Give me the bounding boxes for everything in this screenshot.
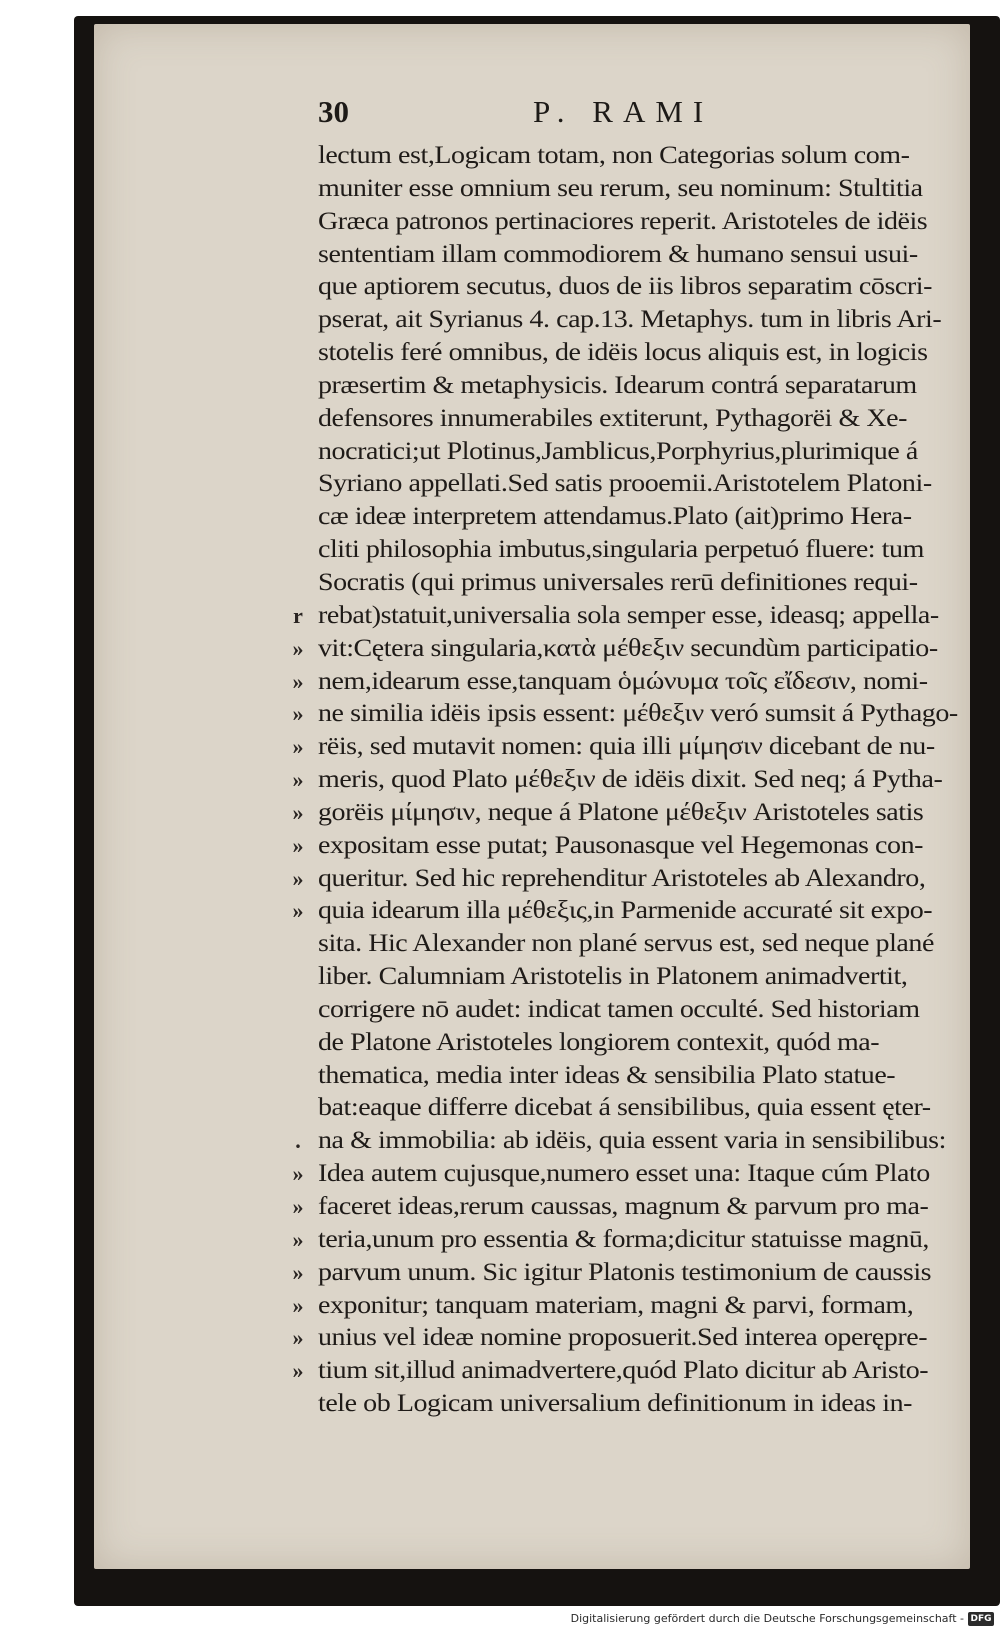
- text-line: [318, 1388, 968, 1421]
- text-line: [318, 600, 968, 633]
- margin-mark: »: [292, 734, 304, 760]
- text-line: [318, 797, 968, 830]
- text-line-content: expositam esse putat; Pausonasque vel Hegemonas con-: [318, 831, 924, 859]
- margin-mark: [284, 1552, 312, 1585]
- margin-mark: »: [292, 1226, 304, 1252]
- text-line-content: exponitur; tanquam materiam, magni & parvi, formam,: [318, 1291, 914, 1319]
- margin-mark: [284, 337, 312, 370]
- text-line: [318, 206, 968, 239]
- text-line: [318, 1027, 968, 1060]
- text-line-content: de Platone Aristoteles longiorem contexit, quód ma-: [318, 1028, 880, 1056]
- text-line-content: muniter esse omnium seu rerum, seu nominum: Stultitia: [318, 174, 923, 202]
- margin-mark: »: [292, 635, 304, 661]
- text-line-content: liber. Calumniam Aristotelis in Platonem animadvertit,: [318, 963, 908, 991]
- text-line-content: thematica, media inter ideas & sensibilia Plato statue-: [318, 1061, 896, 1089]
- text-line-content: rebat)statuit,universalia sola semper esse, ideasq; appella-: [318, 601, 939, 629]
- text-line-content: præsertim & metaphysicis. Idearum contrá separatarum: [318, 371, 917, 399]
- margin-mark: [284, 271, 312, 304]
- margin-mark: [284, 1421, 312, 1454]
- margin-mark: »: [292, 898, 304, 924]
- text-line-content: cæ ideæ interpretem attendamus.Plato (ait)primo Hera-: [318, 503, 912, 531]
- margin-mark: [284, 239, 312, 272]
- text-line-content: pserat, ait Syrianus 4. cap.13. Metaphys. tum in libris Ari-: [318, 306, 942, 334]
- margin-mark: [284, 1092, 312, 1125]
- text-line: [318, 698, 968, 731]
- text-line-content: sita. Hic Alexander non plané servus est, sed neque plané: [318, 930, 934, 958]
- text-line-content: vit:Cętera singularia,κατὰ μέθεξιν secundùm participatio-: [318, 634, 938, 662]
- margin-mark: [284, 436, 312, 469]
- text-line-content: bat:eaque differre dicebat á sensibilibus, quia essent ęter-: [318, 1094, 931, 1122]
- text-line: [318, 895, 968, 928]
- margin-mark: »: [292, 1259, 304, 1285]
- text-line: [318, 239, 968, 272]
- text-line: [318, 1224, 968, 1257]
- text-line: [318, 567, 968, 600]
- text-line: [318, 633, 968, 666]
- funding-credit: Digitalisierung gefördert durch die Deutsche Forschungsgemeinschaft -: [570, 1612, 964, 1625]
- text-line: [318, 1290, 968, 1323]
- margin-mark: [284, 173, 312, 206]
- text-line: [318, 830, 968, 863]
- text-line: [318, 1060, 968, 1093]
- text-line-content: defensores innumerabiles extiterunt, Pythagorëi & Xe-: [318, 404, 907, 432]
- text-line: [318, 1158, 968, 1191]
- text-line: [318, 863, 968, 896]
- running-title: P. RAMI: [533, 94, 714, 129]
- text-line-content: quia idearum illa μέθεξις,in Parmenide accuraté sit expo-: [318, 897, 933, 925]
- text-line-content: meris, quod Plato μέθεξιν de idëis dixit. Sed neq; á Pytha-: [318, 766, 943, 794]
- text-line: [318, 173, 968, 206]
- text-line: [318, 337, 968, 370]
- text-line-content: na & immobilia: ab idëis, quia essent varia in sensibilibus:: [318, 1127, 946, 1155]
- text-line-content: que aptiorem secutus, duos de iis libros separatim cōscri-: [318, 273, 932, 301]
- margin-mark: [284, 567, 312, 600]
- margin-mark: [284, 928, 312, 961]
- text-line-content: Syriano appellati.Sed satis prooemii.Aristotelem Platoni-: [318, 470, 932, 498]
- text-line: [318, 961, 968, 994]
- text-line-content: Socratis (qui primus universales rerū definitiones requi-: [318, 568, 918, 596]
- text-line-content: gorëis μίμησιν, neque á Platone μέθεξιν Aristoteles satis: [318, 798, 924, 826]
- text-line: [318, 468, 968, 501]
- text-line: [318, 304, 968, 337]
- text-line: [318, 994, 968, 1027]
- text-line: [318, 1125, 968, 1158]
- text-line: [318, 1191, 968, 1224]
- text-line-content: lectum est,Logicam totam, non Categorias solum com-: [318, 142, 910, 169]
- text-line: [318, 1322, 968, 1355]
- margin-mark: .: [295, 1128, 301, 1154]
- text-line: [318, 271, 968, 304]
- text-line-content: faceret ideas,rerum caussas, magnum & parvum pro ma-: [318, 1193, 929, 1220]
- page-header: [318, 94, 738, 138]
- body-text: [318, 140, 968, 1421]
- text-line: [318, 140, 968, 173]
- text-line: [318, 764, 968, 797]
- footer-bar: [0, 1611, 1000, 1629]
- margin-mark: »: [292, 668, 304, 694]
- margin-mark: [284, 468, 312, 501]
- text-line-content: parvum unum. Sic igitur Platonis testimonium de caussis: [318, 1258, 932, 1286]
- margin-mark: »: [292, 865, 304, 891]
- margin-quotation-marks: [284, 140, 312, 1585]
- text-line-content: cliti philosophia imbutus,singularia perpetuó fluere: tum: [318, 536, 924, 564]
- margin-mark: [284, 1060, 312, 1093]
- text-line: [318, 666, 968, 699]
- margin-mark: [284, 403, 312, 436]
- margin-mark: »: [292, 1358, 304, 1384]
- text-line: [318, 1355, 968, 1388]
- text-line: [318, 534, 968, 567]
- text-line: [318, 928, 968, 961]
- margin-mark: r: [293, 602, 303, 628]
- margin-mark: [284, 1454, 312, 1487]
- text-line: [318, 436, 968, 469]
- margin-mark: »: [292, 1194, 304, 1219]
- margin-mark: [284, 1487, 312, 1520]
- margin-mark: [284, 994, 312, 1027]
- text-line-content: nem,idearum esse,tanquam ὁμώνυμα τοῖς εἴδεσιν, nomi-: [318, 667, 928, 695]
- margin-mark: [284, 1519, 312, 1552]
- margin-mark: [284, 961, 312, 994]
- margin-mark: [284, 370, 312, 403]
- margin-mark: [284, 304, 312, 337]
- text-line-content: tele ob Logicam universalium definitionum in ideas in-: [318, 1390, 913, 1418]
- margin-mark: »: [292, 832, 304, 858]
- text-line: [318, 1092, 968, 1125]
- margin-mark: [284, 140, 312, 173]
- text-line-content: rëis, sed mutavit nomen: quia illi μίμησιν dicebant de nu-: [318, 733, 935, 761]
- text-line-content: ne similia idëis ipsis essent: μέθεξιν veró sumsit á Pythago-: [318, 700, 958, 728]
- margin-mark: »: [292, 767, 304, 793]
- dfg-logo: DFG: [968, 1612, 994, 1626]
- text-line: [318, 731, 968, 764]
- text-line-content: sententiam illam commodiorem & humano sensui usui-: [318, 240, 918, 268]
- margin-mark: »: [292, 799, 304, 825]
- text-line: [318, 370, 968, 403]
- margin-mark: [284, 206, 312, 239]
- text-line-content: Idea autem cujusque,numero esset una: Itaque cúm Plato: [318, 1160, 930, 1188]
- text-line-content: unius vel ideæ nomine proposuerit.Sed interea operępre-: [318, 1324, 928, 1352]
- margin-mark: [284, 501, 312, 534]
- margin-mark: »: [292, 1325, 304, 1351]
- text-line-content: tium sit,illud animadvertere,quód Plato dicitur ab Aristo-: [318, 1357, 929, 1385]
- text-line-content: teria,unum pro essentia & forma;dicitur statuisse magnū,: [318, 1225, 929, 1253]
- margin-mark: [284, 1388, 312, 1421]
- margin-mark: »: [292, 1161, 304, 1187]
- text-line-content: queritur. Sed hic reprehenditur Aristoteles ab Alexandro,: [318, 864, 926, 892]
- text-line: [318, 403, 968, 436]
- margin-mark: [284, 534, 312, 567]
- page-number: 30: [318, 94, 349, 129]
- text-line-content: stotelis feré omnibus, de idëis locus aliquis est, in logicis: [318, 339, 928, 367]
- text-line-content: corrigere nō audet: indicat tamen occulté. Sed historiam: [318, 995, 920, 1023]
- margin-mark: »: [292, 1292, 304, 1318]
- text-line-content: nocratici;ut Plotinus,Jamblicus,Porphyrius,plurimique á: [318, 437, 918, 465]
- margin-mark: [284, 1027, 312, 1060]
- text-line: [318, 501, 968, 534]
- text-line-content: Græca patronos pertinaciores reperit. Aristoteles de idëis: [318, 207, 928, 235]
- text-line: [318, 1257, 968, 1290]
- margin-mark: »: [292, 701, 304, 727]
